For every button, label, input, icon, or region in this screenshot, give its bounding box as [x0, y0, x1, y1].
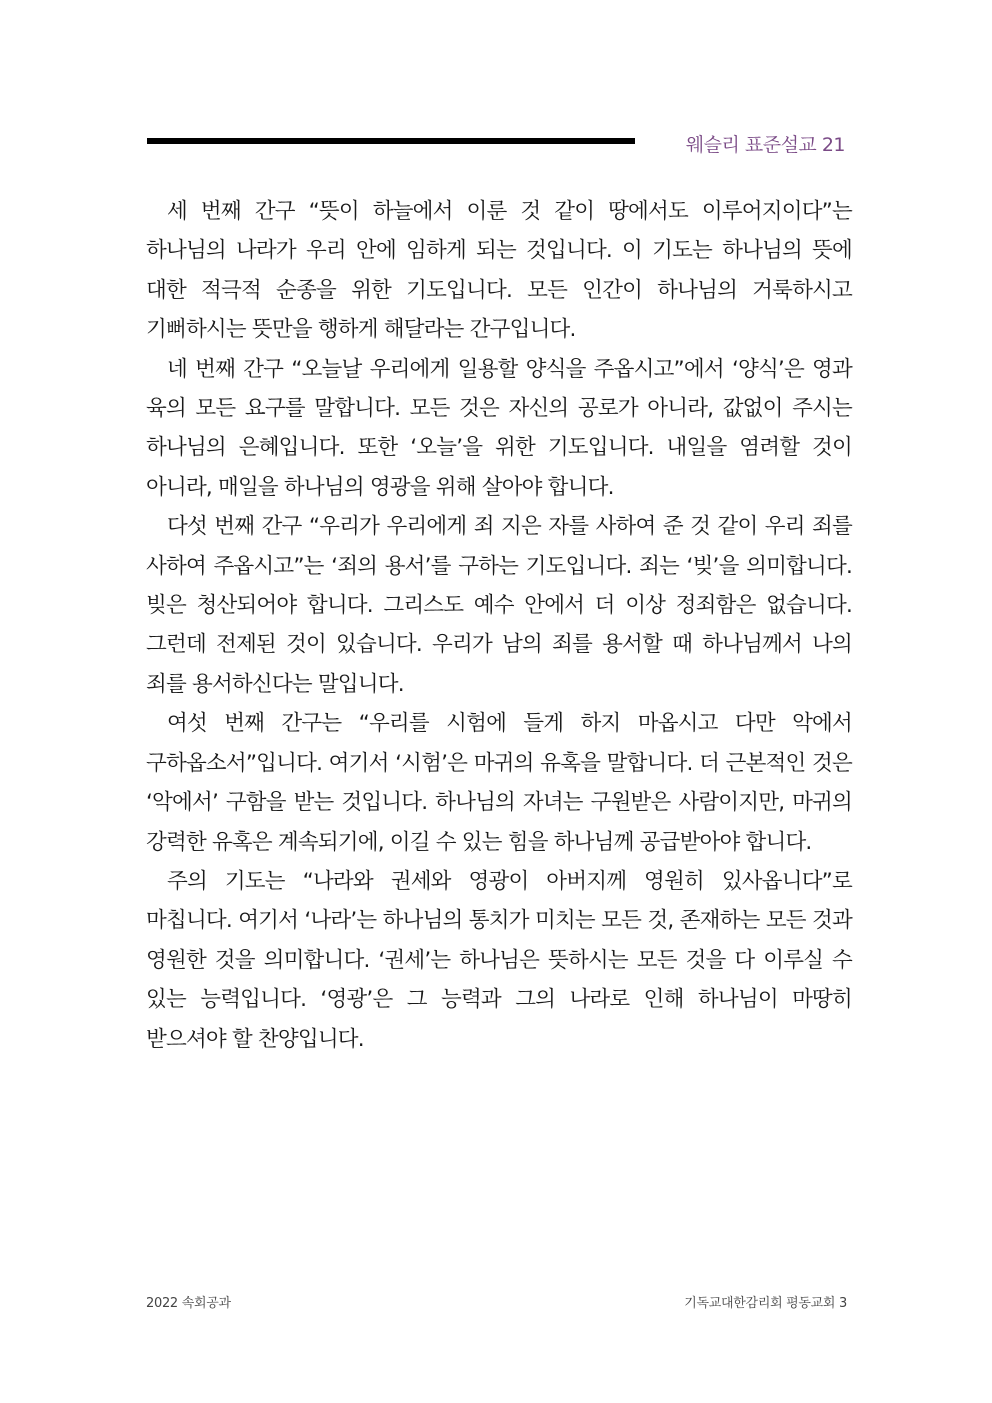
paragraph-2: 네 번째 간구 “오늘날 우리에게 일용할 양식을 주옵시고”에서 ‘양식’은 영과 육의 모든 요구를 말합니다. 모든 것은 자신의 공로가 아니라, 값없이 주시는 하나님의 은혜입니다. 또한 ‘오늘’을 위한 기도입니다. 내일을 염려할 것이 아니라, 매일을 하나님의 영광을 위해 살아야 합니다.	[146, 356, 852, 500]
footer-right: 기독교대한감리회 평동교회 3	[684, 1296, 847, 1311]
paragraph-5: 주의 기도는 “나라와 권세와 영광이 아버지께 영원히 있사옵니다”로 마칩니다. 여기서 ‘나라’는 하나님의 통치가 미치는 모든 것, 존재하는 모든 것과 영원한 것을 의미합니다. ‘권세’는 하나님은 뜻하시는 모든 것을 다 이루실 수 있는 능력입니다. ‘영광’은 그 능력과 그의 나라로 인해 하나님이 마땅히 받으셔야 할 찬양입니다.	[146, 868, 852, 1052]
paragraph-3: 다섯 번째 간구 “우리가 우리에게 죄 지은 자를 사하여 준 것 같이 우리 죄를 사하여 주옵시고”는 ‘죄의 용서’를 구하는 기도입니다. 죄는 ‘빚’을 의미합니다. 빚은 청산되어야 합니다. 그리스도 예수 안에서 더 이상 정죄함은 없습니다. 그런데 전제된 것이 있습니다. 우리가 남의 죄를 용서할 때 하나님께서 나의 죄를 용서하신다는 말입니다.	[146, 514, 852, 697]
header-rule	[147, 138, 635, 144]
footer-left: 2022 속회공과	[146, 1296, 231, 1311]
body-text	[146, 192, 852, 1059]
header-title: 웨슬리 표준설교 21	[685, 134, 845, 156]
paragraph-4: 여섯 번째 간구는 “우리를 시험에 들게 하지 마옵시고 다만 악에서 구하옵소서”입니다. 여기서 ‘시험’은 마귀의 유혹을 말합니다. 더 근본적인 것은 ‘악에서’ 구함을 받는 것입니다. 하나님의 자녀는 구원받은 사람이지만, 마귀의 강력한 유혹은 계속되기에, 이길 수 있는 힘을 하나님께 공급받아야 합니다.	[146, 711, 852, 855]
paragraph-1: 세 번째 간구 “뜻이 하늘에서 이룬 것 같이 땅에서도 이루어지이다”는 하나님의 나라가 우리 안에 임하게 되는 것입니다. 이 기도는 하나님의 뜻에 대한 적극적 순종을 위한 기도입니다. 모든 인간이 하나님의 거룩하시고 기뻐하시는 뜻만을 행하게 해달라는 간구입니다.	[146, 199, 852, 343]
